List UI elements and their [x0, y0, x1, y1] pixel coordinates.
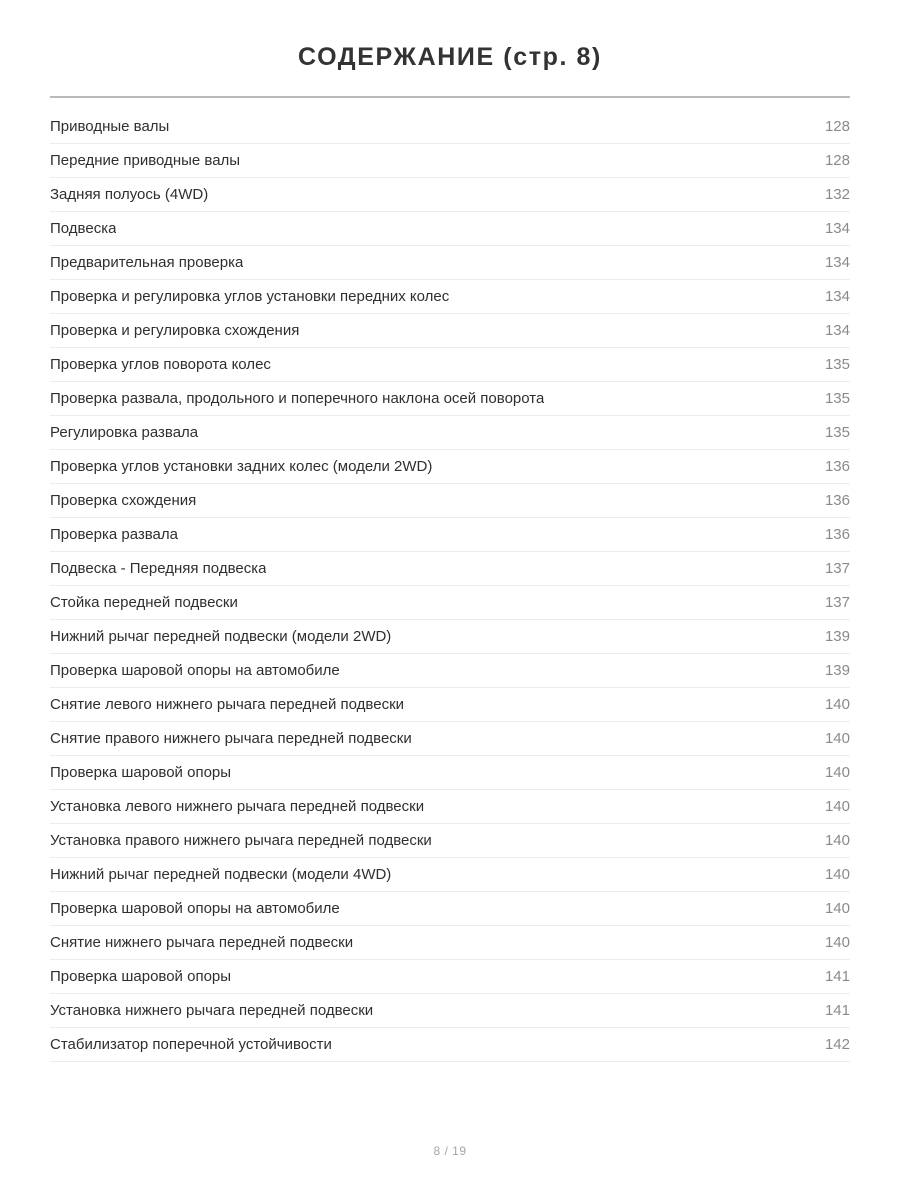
toc-entry-label: Стабилизатор поперечной устойчивости [50, 1036, 332, 1053]
toc-entry-label: Проверка шаровой опоры на автомобиле [50, 662, 340, 679]
toc-entry-label: Проверка схождения [50, 492, 197, 509]
toc-entry-label: Установка левого нижнего рычага передней подвески [50, 798, 425, 815]
toc-entry-page-number: 135 [824, 356, 850, 373]
toc-entry-page-number: 139 [824, 662, 850, 679]
toc-entry-label: Подвеска [50, 220, 117, 237]
toc-entry-page-number: 134 [824, 322, 850, 339]
toc-entry[interactable] [50, 858, 850, 892]
toc-entry-label: Проверка развала, продольного и поперечного наклона осей поворота [50, 390, 545, 407]
toc-entry[interactable] [50, 484, 850, 518]
toc-entry-label: Проверка углов поворота колес [50, 356, 271, 373]
page-footer: 8 / 19 [433, 1144, 467, 1158]
toc-entry-page-number: 140 [824, 696, 850, 713]
toc-entry-page-number: 140 [824, 798, 850, 815]
toc-entry-label: Проверка развала [50, 526, 178, 543]
table-of-contents [50, 98, 850, 1062]
toc-entry[interactable] [50, 892, 850, 926]
toc-entry[interactable] [50, 178, 850, 212]
toc-entry-page-number: 136 [824, 458, 850, 475]
toc-entry-label: Установка нижнего рычага передней подвески [50, 1002, 374, 1019]
toc-entry-page-number: 141 [824, 968, 850, 985]
toc-entry-page-number: 141 [824, 1002, 850, 1019]
toc-entry-page-number: 136 [824, 492, 850, 509]
toc-entry-label: Регулировка развала [50, 424, 199, 441]
toc-entry[interactable] [50, 382, 850, 416]
toc-entry-label: Проверка шаровой опоры [50, 968, 232, 985]
toc-entry[interactable] [50, 110, 850, 144]
toc-entry[interactable] [50, 790, 850, 824]
toc-entry-label: Проверка шаровой опоры [50, 764, 232, 781]
toc-entry-page-number: 140 [824, 764, 850, 781]
toc-entry[interactable] [50, 654, 850, 688]
toc-entry-label: Предварительная проверка [50, 254, 244, 271]
toc-entry-page-number: 134 [824, 254, 850, 271]
toc-entry-page-number: 140 [824, 730, 850, 747]
toc-entry[interactable] [50, 756, 850, 790]
toc-entry[interactable] [50, 450, 850, 484]
toc-entry[interactable] [50, 586, 850, 620]
toc-entry-page-number: 128 [824, 118, 850, 135]
toc-entry-label: Нижний рычаг передней подвески (модели 2WD) [50, 628, 392, 645]
toc-entry[interactable] [50, 994, 850, 1028]
toc-entry-label: Проверка шаровой опоры на автомобиле [50, 900, 340, 917]
toc-entry-label: Снятие правого нижнего рычага передней подвески [50, 730, 412, 747]
toc-entry[interactable] [50, 926, 850, 960]
toc-entry-page-number: 135 [824, 424, 850, 441]
toc-entry-label: Подвеска - Передняя подвеска [50, 560, 267, 577]
page-title: СОДЕРЖАНИЕ (стр. 8) [298, 43, 602, 71]
toc-entry-page-number: 135 [824, 390, 850, 407]
toc-entry-page-number: 140 [824, 900, 850, 917]
toc-entry[interactable] [50, 416, 850, 450]
toc-entry-page-number: 132 [824, 186, 850, 203]
toc-entry[interactable] [50, 144, 850, 178]
toc-entry[interactable] [50, 552, 850, 586]
toc-entry-page-number: 128 [824, 152, 850, 169]
toc-entry-label: Задняя полуось (4WD) [50, 186, 209, 203]
toc-entry-page-number: 136 [824, 526, 850, 543]
toc-entry[interactable] [50, 960, 850, 994]
toc-entry-page-number: 139 [824, 628, 850, 645]
toc-entry-label: Снятие нижнего рычага передней подвески [50, 934, 354, 951]
toc-entry-page-number: 137 [824, 560, 850, 577]
toc-entry-page-number: 134 [824, 288, 850, 305]
toc-entry-label: Передние приводные валы [50, 152, 241, 169]
toc-entry[interactable] [50, 246, 850, 280]
toc-entry-label: Установка правого нижнего рычага передней подвески [50, 832, 432, 849]
toc-entry[interactable] [50, 280, 850, 314]
toc-entry-label: Проверка и регулировка углов установки передних колес [50, 288, 450, 305]
toc-entry-page-number: 134 [824, 220, 850, 237]
toc-entry-label: Проверка и регулировка схождения [50, 322, 300, 339]
toc-entry-page-number: 140 [824, 934, 850, 951]
toc-entry-label: Приводные валы [50, 118, 170, 135]
toc-entry[interactable] [50, 314, 850, 348]
toc-entry[interactable] [50, 518, 850, 552]
toc-entry[interactable] [50, 688, 850, 722]
toc-entry-label: Проверка углов установки задних колес (модели 2WD) [50, 458, 433, 475]
toc-entry[interactable] [50, 620, 850, 654]
toc-entry[interactable] [50, 348, 850, 382]
toc-entry-label: Стойка передней подвески [50, 594, 238, 611]
toc-entry[interactable] [50, 722, 850, 756]
toc-entry-page-number: 140 [824, 832, 850, 849]
toc-entry[interactable] [50, 212, 850, 246]
toc-entry-page-number: 137 [824, 594, 850, 611]
toc-entry-page-number: 140 [824, 866, 850, 883]
toc-entry[interactable] [50, 824, 850, 858]
toc-entry-page-number: 142 [824, 1036, 850, 1053]
toc-entry[interactable] [50, 1028, 850, 1062]
toc-entry-label: Нижний рычаг передней подвески (модели 4WD) [50, 866, 392, 883]
toc-entry-label: Снятие левого нижнего рычага передней подвески [50, 696, 405, 713]
